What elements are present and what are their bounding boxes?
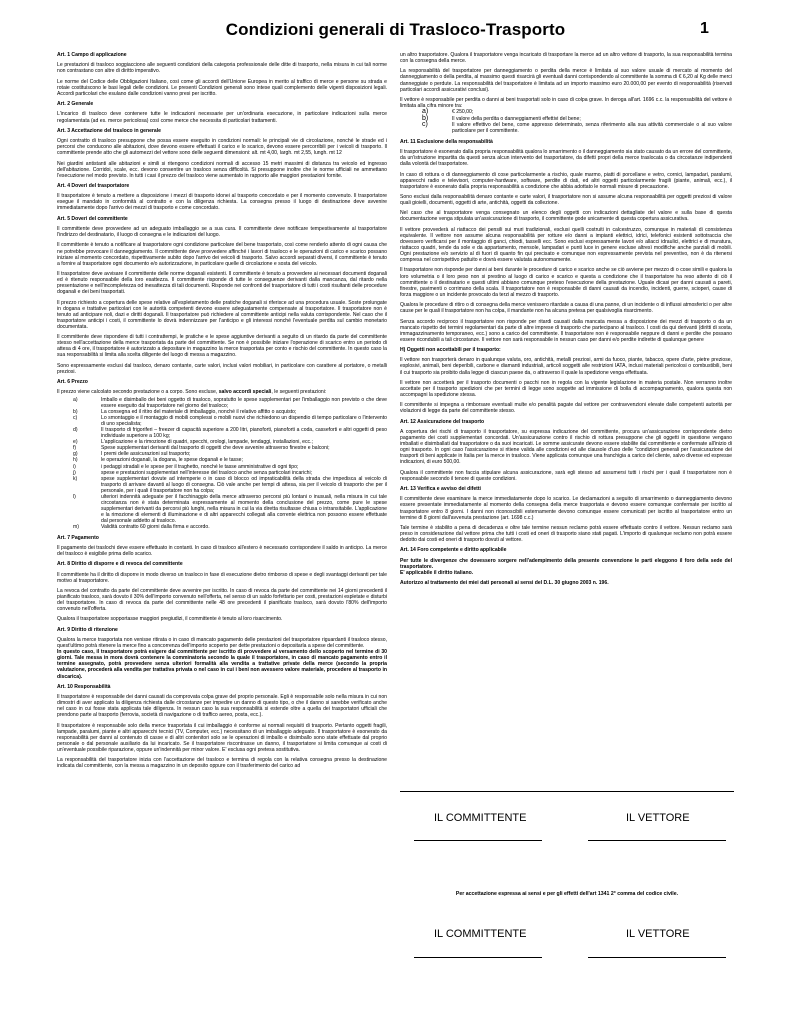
article-1-paragraph: Le norme del Codice delle Obbligazioni Italiano, così come gli accordi dell'Unione Europea in merito al traffico di merce e persone su strada e rotaie costituiscono le basi legali delle condizioni. Le presenti Condizioni generali sono intese quali complemento delle vigenti disposizioni legali. Accordi particolari che esulano dalle condizioni vanno presi per iscritto. (57, 78, 387, 97)
list-item-text: I premi delle assicurazioni sul trasporto; (101, 451, 191, 458)
left-column (57, 52, 387, 774)
article-7-title: Art. 7 Pagamento (57, 534, 99, 541)
list-item-marker: k) (73, 475, 78, 482)
vettore-signature-label-2: IL VETTORE (626, 928, 690, 940)
article-6-intro (57, 389, 387, 395)
article-5-paragraph: Sono espressamente esclusi dal trasloco, denaro contante, carte valori, inclusi valori mobiliari, in particolare con carattere al portatore, o metalli preziosi. (57, 362, 387, 375)
article-12-title: Art. 12 Assicurazione del trasporto (400, 418, 485, 425)
list-item-marker: c) (422, 120, 428, 128)
article-13-title: Art. 13 Verifica e avviso dei difetti (400, 486, 481, 493)
article-4-paragraph: Il trasportatore è tenuto a mettere a disposizione i mezzi di trasporto idonei al trasporto concordato e per il momento convenuto. Il trasportatore esegue il mandato in conformità al contratto e con la diligenza richiesta. La consegna presso il luogo di destinazione deve avvenire immediatamente dopo l'arrivo dei mezzi di trasporto e come concordato. (57, 193, 387, 212)
list-item-marker: a) (73, 396, 78, 403)
article-10-paragraph: Il trasportatore è responsabile solo della merce trasportata il cui imballaggio è conforme ai normali requisiti di trasporto. Pertanto oggetti fragili, lampade, paralumi, piante e altri apparecchi tecnici (TV, Computer, ecc.) necessitano di un imballaggio adeguato. Il trasportatore è esonerato da responsabilità per danni al contenuto di casse e di altri contenitori solo se le operazioni di imballo e disimballo sono state effettuate dal proprio personale o dal personale ausiliario da lui incaricato. Se il trasportatore riscontrasse un danno, il trasportatore si limita comunque ai costi di un'eventuale possibile riparazione, oppure un'indennità per minor valore. E' esclusa ogni pretesa sostitutiva. (57, 722, 387, 754)
list-item (400, 122, 732, 135)
list-item-marker: d) (73, 426, 78, 433)
list-item-text: Validità contratto 60 giorni dalla firma e accordo. (101, 524, 210, 531)
article-10-title: Art. 10 Responsabilità (57, 683, 111, 690)
title-row (0, 20, 791, 44)
page-number: 1 (700, 20, 709, 37)
article-4-title: Art. 4 Doveri del trasportatore (57, 183, 130, 189)
article-3-paragraph: Ogni contratto di trasloco presuppone che possa essere eseguito in condizioni normali: le principali vie di circolazione, nonché le strade ed i percorsi che conducono alle abitazioni, dove devono essere effettuati il carico e lo scarico, devono essere percorribili per i veicoli di trasporto. Il committente prende atto che gli automezzi del vettore sono delle seguenti dimensioni: alt. mt 4,00, largh. mt 2,55, lungh. mt 12 (57, 138, 387, 157)
list-item-marker: c) (73, 414, 78, 421)
article-5-title: Art. 5 Doveri del committente (57, 215, 128, 222)
list-item-marker: f) (73, 445, 77, 452)
list-item-text: spese e prestazioni supplementari nell'interesse del trasloco anche senza particolari incarichi; (101, 469, 313, 476)
article-6-title: Art. 6 Prezzo (57, 379, 88, 386)
article-14-paragraph: Per tutte le divergenze che dovessero sorgere nell'adempimento della presente convenzione le parti eleggono il foro della sede del trasportatore. (400, 557, 732, 570)
article-5-paragraph: Il committente deve provvedere ad un adeguato imballaggio se a sua cura. Il committente deve notificare tempestivamente al trasportatore l'indirizzo del destinatario, il luogo di consegna e le indicazioni del luogo. (57, 226, 387, 239)
list-item-text: ulteriori indennità adeguate per il facchinaggio della merce attraverso percorsi più lontani o inusuali, nella misura in cui tale circostanza non è stata determinata espressamente al momento della conclusione del prezzo, come pure le spese supplementari derivanti da percorsi più lunghi, nella misura in cui la via diretta risultasse chiusa o intransitabile. L'applicazione e la rimozione di elementi di illuminazione e di altri apparecchi collegati alla corrente elettrica non possono essere effettuate dal personale addetto al trasloco. (101, 494, 387, 525)
article-6-intro-text: , le seguenti prestazioni: (271, 389, 327, 396)
vettore-signature-line[interactable] (588, 840, 726, 841)
committente-signature-line-2[interactable] (414, 957, 542, 958)
article-8-paragraph: Il committente ha il diritto di disporre in modo diverso un trasloco in fase di esecuzione dietro rimborso di spese e degli svantaggi derivanti per tale motivo al trasportatore. (57, 571, 387, 584)
list-item-marker: e) (73, 439, 78, 446)
list-item-text: le operazioni doganali, la dogana, le spese doganali e le tasse; (101, 457, 243, 464)
article-9-title: Art. 9 Diritto di ritenzione (57, 626, 118, 633)
list-item-text: La consegna ed il ritiro del materiale di imballaggio, nonché il relativo affitto o acquisto; (101, 408, 297, 415)
right-column (400, 52, 732, 590)
article-6-list (57, 397, 387, 531)
article-2-paragraph: L'incarico di trasloco deve contenere tutte le indicazioni necessarie per un'ordinaria esecuzione, in particolare indicazioni sulla merce regolamentata (ad es. merce pericolosa) così come merce che necessita di particolari trattamenti. (57, 111, 387, 124)
article-9-bold-paragraph: In questo caso, il trasportatore potrà esigere dal committente per iscritto di provvedere al versamento dello scoperto nel termine di 30 giorni. Tale messa in mora dovrà contenere la comminatoria secondo la quale il trasportatore, in caso di mancato pagamento entro il termine assegnato, potrà provvedere senza ulteriori formalità alla vendita a trattative private della merce (secondo la propria valutazione, procederà alla vendita per trattativa privata o nel caso in cui i beni non avessero valore materiale, procedere al trasporto in discarica). (57, 649, 387, 680)
article-12-paragraph: A copertura dei rischi di trasporto il trasportatore, su espressa indicazione del committente, procura un'assicurazione corrispondente dietro pagamento dei costi supplementari concordati. Un'assicurazione contro il rischio di rottura presuppone che gli oggetti in questione vengano imballati e disimballati dal trasportatore o da suoi incaricati. Le somme assicurate devono essere stabilite dal committente e confermate all'inizio di ogni trasporto. In ogni caso l'assicurazione si ritiene valida alle condizioni ed alle clausole d'uso delle "condizioni generali per l'assicurazione dei trasporti di beni applicate in Italia per la merce in trasloco. Viene applicata comunque una franchigia a carico del cliente, salvo diverse ed espresse indicazioni, di euro 500,00. (400, 428, 732, 466)
article-9-paragraph: Qualora la merce trasportata non venisse ritirata o in caso di mancato pagamento delle prestazioni del trasportatore riguardanti il trasloco stesso, quest'ultimo potrà ritenere la merce fino a concorrenza dell'importo scoperto per dette prestazioni o depositarla a spese del committente. (57, 637, 387, 650)
acceptance-clause: Per accettazione espressa ai sensi e per gli effetti dell'art 1341 2° comma del codice civile. (455, 891, 679, 897)
article-11-paragraph: In caso di rottura o di danneggiamento di cose particolarmente a rischio, quale marmo, piatti di porcellane e vetro, cornici, lampadari, paralumi, apparecchi radio e televisori, computer-hardware, software, perdite di dati, ed altri oggetti particolarmente fragili (piante, animali, ecc.), il trasportatore è esonerato dalla propria responsabilità a condizione che abbia adottato le normali misure di precauzione. (400, 171, 732, 190)
liability-paragraph: La responsabilità del trasportatore per danneggiamento o perdita della merce è limitata al suo valore usuale di mercato al momento del danneggiamento o della perdita, al massimo questi risarcirà gli eventuali danni corrispondendo al committente la somma di € 6,20 al Kg delle merci danneggiate o perdute. La responsabilità del trasportatore è limitata ad un importo massimo euro 20.000,00 per evento di responsabilità (riservati particolari accordi assicurativi conclusi). (400, 68, 732, 93)
article-11-paragraph: Qualora le procedure di ritiro o di consegna della merce venissero ritardate a causa di una panne, di un incidente o di influssi atmosferici o per altre cause per le quali il trasportatore non ha colpa, il mandante non ha alcuna pretesa per qualsivoglia risarcimento. (400, 302, 732, 315)
list-item-text: Imballo e disimballo dei beni oggetto di trasloco, sopratutto le spese supplementari per l'imballaggio non previsto o che deve essere eseguito dal trasportatore nel giorno del trasloco; (101, 396, 387, 409)
section-h-title: H) Oggetti non accettabili per il trasporto: (400, 347, 501, 354)
article-1-title: Art. 1 Campo di applicazione (57, 52, 127, 58)
article-10-paragraph: Il trasportatore è responsabile dei danni causati da comprovata colpa grave del proprio personale. Egli è responsabile solo nella misura in cui non dimostri di aver applicato la diligenza richiesta dalle circostanze per impedire un danno di questo tipo, o che il danno si sarebbe verificato anche nel caso in cui fosse stata applicata tale diligenza. In nessun caso la sua responsabilità si estende oltre a quella dei trasportatori ufficiali che prendono parte al trasporto (ferrovia, società di navigazione o di traffico aereo, posta, ecc.). (57, 694, 387, 719)
section-h-paragraph: Il vettore non accetterà per il trasporto documenti o pacchi non in regola con la vigente legislazione in materia postale. Non verranno inoltre accettate per il trasporto spedizioni che per termini di legge sono soggette ad immissione di bolla di accompagnamento, qualora questa non accompagni la spedizione stessa. (400, 379, 732, 398)
list-item-marker: h) (73, 457, 78, 464)
article-11-paragraph: Il vettore provvederà al riattacco dei pensili sui muri tradizionali, esclusi quelli costruiti in calcestruzzo, comunque in materiali di consistenza equivalente. Il vettore non assume alcuna responsabilità per rotture e/o danni a impianti elettrici, idrici, telefonici esistenti sottotraccia che dovessero verificarsi per il montaggio di ganci, chiodi, tasselli ecc. Sono esclusi espressamente lavori e/o allacci idraulici, elettrici e di muratura, riattacco quadri, tende da sole e da appartamento, mensole, lampadari e punti luce in genere escluse altresì modifiche anche parziali di mobili. Ogni prestazione e/o servizio al di fuori di quanto fin qui precisato e comunque non espressamente prevista nel preventivo, non è da ritenersi compresa nel corrispettivo pattuito e dovrà essere valutata autonomamente. (400, 226, 732, 264)
article-5-paragraph: Il trasportatore deve avvisare il committente delle norme doganali esistenti. Il committente è tenuto a provvedere ai necessari documenti doganali ed è ritenuto responsabile della loro esattezza. Il committente risponde di tutte le conseguenze derivanti dalla mancanza, dal ritardo nella presentazione e nell'incompletezza od inesattezza di tali documenti. Risponde nei confronti del trasportatore di tutti i costi risultanti delle procedure doganali e dei beni trasportati. (57, 270, 387, 296)
article-10-continued: un altro trasportatore. Qualora il trasportatore venga incaricato di trasportare la merce ad un altro vettore di trasporto, la sua responsabilità termina con la consegna della merce. (400, 52, 732, 65)
committente-signature-label-2: IL COMMITTENTE (434, 928, 527, 940)
article-2-title: Art. 2 Generale (57, 101, 94, 108)
article-3-title: Art. 3 Accettazione del trasloco in generale (57, 127, 161, 134)
list-item (57, 494, 387, 524)
article-11-paragraph: Senza accordo reciproco il trasportatore non risponde per ritardi causati dalla mancata messa a disposizione dei mezzi di trasporto o da un mancato rispetto dei termini regolamentari da parte di altre imprese di trasporto che partecipano al trasloco. I costi da qui derivanti (diritti di sosta, immagazzinamento temporaneo, ecc.) sono a carico del committente. Il trasportatore non è responsabile neppure di danni e perdite che possano essere ricondubili a tali circostanze. Il vettore non sarà responsabile in nessun caso per danni e/o perdite indirette di qualunque genere (400, 318, 732, 343)
article-8-paragraph: Qualora il trasportatore sopportasse maggiori pregiudizi, il committente è tenuto al loro risarcimento. (57, 616, 283, 623)
list-item-marker: m) (73, 524, 79, 531)
list-item-marker: a) (422, 108, 429, 116)
vettore-signature-label: IL VETTORE (626, 812, 690, 824)
article-7-paragraph: Il pagamento dei traslochi deve essere effettuato in contanti. In caso di trasloco all'estero è necessario corrispondere il saldo in anticipo. La merce del trasloco è esigibile prima dello scarico. (57, 544, 387, 557)
article-12-paragraph: Qualora il committente non faccia stipulare alcuna assicurazione, sarà egli stesso ad assumersi tutti i rischi per i quali il trasportatore non è responsabile secondo il tenore di queste condizioni. (400, 469, 732, 482)
article-13-paragraph: Il committente deve esaminare la merce immediatamente dopo lo scarico. Le declamazioni a seguito di smarrimento o danneggiamento devono essere presentate immediatamente al momento della consegna della merce trasportata e devono essere comunque confermate per iscritto al trasportatore entro 8 giorni. I danni non riconoscibili esternamente devono comunque essere comunicati per iscritto al trasportatore entro un termine di 8 giorni dall'avvenuta prestazione (art. 1698 c.c.) (400, 496, 732, 521)
list-item-marker: g) (73, 451, 78, 458)
article-3-paragraph: Nei giardini antistanti alle abitazioni e simili si ritengono condizioni normali di accesso 15 metri massimi di distanza tra veicolo ed ingresso dell'abitazione. Corridoi, scale, ecc. devono consentire un trasloco senza difficoltà. Si presuppone inoltre che le norme ufficiali ne ammettano l'esecuzione nel modo previsto. In tutti i casi il prezzo del trasloco viene aumentato in rapporto alle maggiori prestazioni fornite. (57, 160, 387, 179)
list-item (57, 427, 387, 439)
list-item-marker: b) (422, 114, 429, 122)
article-14-title: Art. 14 Foro competente e diritto applicabile (400, 547, 507, 554)
article-13-paragraph: Tale termine è stabilito a pena di decadenza e oltre tale termine nessun reclamo potrà essere effettuato contro il vettore. Nessun reclamo sarà preso in considerazione dal vettore prima che tutti i costi ed oneri di trasporto siano stati pagati. L'importo di qualunque reclamo non potrà essere dedotto dai costi ed oneri di trasporto dovuti al vettore. (400, 524, 732, 544)
article-8-title: Art. 8 Diritto di disporre e di revoca del committente (57, 561, 183, 568)
article-11-paragraph: Il trasportatore non risponde per danni ai beni durante le procedure di carico e scarico anche se ciò avviene per mezzo di o cose simili e qualora la loro volumetria o il loro peso non si prestino al luogo di carico e scarico e questa a condizione che il trasportatore ha reso attento di ciò il committente o il destinatario e questi ultimi abbiano comunque preteso l'esecuzione della prestazione. Uguale dicasi per danni causati a pareti, finestre, pavimenti o corrimano della scala. Il trasportatore non è responsabile di danni causati da incendio, incidenti, guerre, scioperi, cause di forza maggiore o un incidente provocato da terzi al mezzo di trasporto. (400, 267, 732, 298)
list-item (57, 476, 387, 494)
vettore-signature-line-2[interactable] (588, 957, 726, 958)
liability-limit-list (400, 109, 732, 135)
section-h-paragraph: Il committente si impegna a rimborsare eventuali multe e/o penalità pagate dal vettore per contravvenzioni elevate dalle competenti autorità per violazioni di legge da parte del committente stesso. (400, 402, 732, 415)
list-item (57, 415, 387, 427)
list-item-text: Lo smontaggio e il montaggio di mobili complessi o mobili nuovi che richiedono un dispendio di tempo particolare o l'intervento di uno specialista; (101, 414, 387, 427)
committente-signature-label: IL COMMITTENTE (434, 812, 527, 824)
article-14-paragraph: E' applicabile il diritto italiano. (400, 569, 474, 576)
article-5-paragraph: Il committente è tenuto a notificare al trasportatore ogni condizione particolare del bene trasportato, così come renderlo attento di ogni causa che ne potrebbe provocare il danneggiamento. Il committente deve provvedere affinché i lavori di trasloco e le operazioni di carico e scarico possano iniziare al momento concordato, rispettivamente subito dopo l'arrivo dei veicoli di trasporto. Salvo accordi separati diversi, il committente è tenuto a fornire al trasportatore ogni documento e/o autorizzazione, in particolare quelle di circolazione e sosta del veicolo. (57, 242, 387, 267)
list-item-text: Il trasporto di frigoriferi – freezer di capacità superiore a 200 litri, pianoforti, pianoforti a coda, casseforti e altri oggetti di peso individuale superiore a 100 kg; (101, 426, 387, 440)
article-11-title: Art. 11 Esclusione della responsabilità (400, 138, 493, 145)
article-6-intro-text: Il prezzo viene calcolato secondo prestazione o a corpo. Sono escluse, (57, 389, 219, 396)
list-item-text: Spese supplementari derivanti dal trasporto di oggetti che deve avvenire attraverso finestre e balconi; (101, 445, 330, 452)
article-11-paragraph: Il trasportatore è esonerato dalla propria responsabilità qualora lo smarrimento o il danneggiamento sia stato causato da un errore del committente, da un'istruzione impartita da questi senza alcun intervento del trasportatore, da difetti propri della merce traslocata o da circostanze indipendenti dalla volontà del trasportatore. (400, 149, 732, 168)
list-item-marker: i) (73, 463, 76, 470)
article-10-paragraph: La responsabilità del trasportatore inizia con l'accettazione del trasloco e termina di regola con la relativa consegna presso la destinazione indicata dal committente, con la messa a magazzino in un deposito oppure con il trasferimento del carico ad (57, 757, 387, 770)
list-item-text: spese supplementari dovute ad intemperie o in caso di blocco od impraticabilità della strada che impedisca al veicolo di trasporto di arrivare davanti al luogo di consegna. Ciò vale anche per tempi di attesa, sia per il veicolo di trasporto che per il personale, per i quali il trasportatore non ha colpa; (101, 475, 387, 494)
list-item-marker: b) (73, 408, 78, 415)
separator-rule (400, 791, 734, 792)
document-title: Condizioni generali di Trasloco-Trasporto (225, 20, 566, 39)
article-5-paragraph: Il prezzo richiesto a copertura delle spese relative all'espletamento delle pratiche doganali si riferisce ad una procedura usuale. Soste prolungate in dogana e trattative particolari con le autorità competenti devono essere adeguatamente compensate al trasportatore. Il trasportatore non è tenuto ad anticipare noli, dazi e diritti doganali. Il trasportatore può richiedere al committente anticipi nella valuta corrispondente. Nel caso che il trasportatore anticipi i costi, il committente lo dovrà indennizzare per l'anticipo e gli interessi nonché l'eventuale perdita sul cambio monetario documentata. (57, 299, 387, 330)
list-item (57, 397, 387, 409)
article-11-paragraph: Nel caso che al trasportatore venga consegnato un elenco degli oggetti con indicazioni dettagliate del valore e sulla base di questa documentazione venga stipulata un'assicurazione di trasporto, il committente gode unicamente di questa copertura assicurativa. (400, 210, 732, 223)
committente-signature-line[interactable] (414, 840, 542, 841)
list-item-text: € 250,00; (452, 109, 474, 116)
article-5-paragraph: Il committente deve rispondere di tutti i contrattempi, le pratiche e le spese aggiuntive derivanti a seguito di un ritardo da parte del committente stesso nell'accettazione della merce trasportata da parte del committente. Se non è possibile iniziare l'operazione di scarico entro un periodo di attesa di 4 ore, il trasportatore è autorizzato a depositare in magazzino la merce trasportata per conto e rischio del committente. In questo caso la sua responsabilità si limita alla scelta diligente del luogo di messa a magazzino. (57, 334, 387, 359)
article-11-paragraph: Sono esclusi dalla responsabilità denaro contante e carte valori, il trasportatore non si assume alcuna responsabilità per oggetti preziosi di valore quali gioielli, documenti, oggetti di arte, antichità, oggetti da collezione. (400, 193, 732, 207)
list-item-text: Il valore effettivo del bene, come appresso determinato, senza riferimento alla sua attività commerciale o al suo valore particolare per il committente. (452, 121, 732, 135)
list-item-text: Il valore della perdita o danneggiamenti effettivi del bene; (452, 115, 581, 122)
article-6-intro-bold: salvo accordi speciali (218, 389, 272, 396)
list-item-marker: l) (73, 494, 76, 500)
list-item (57, 524, 387, 530)
liability-paragraph: Il vettore è responsabile per perdita o danni ai beni trasportati solo in caso di colpa grave. In deroga all'art. 1696 c.c. la responsabilità del vettore è limitata alla cifra minore tra: (400, 96, 732, 110)
article-1-paragraph: Le prestazioni di trasloco soggiacciono alle seguenti condizioni della categoria professionale delle ditte di trasporto, nella misura in cui tali norme non contrastano con altre di diritto imperativo. (57, 62, 387, 75)
article-8-paragraph: La revoca del contratto da parte del committente deve avvenire per iscritto. In caso di revoca da parte del committente nei 14 giorni precedenti il pianificato trasloco, sarà dovuto il 30% dell'importo convenuto nell'offerta, nel senso di un saldo forfettario per costi, prestazioni espletate e disturbi del trasportatore. In caso di revoca da parte del committente nelle 48 ore precedenti il pianificato trasloco, sarà dovuto l'80% dell'importo convenuto nell'offerta. (57, 587, 387, 613)
list-item-text: L'applicazione e la rimozione di quadri, specchi, orologi, lampade, tendaggi, installazioni, ecc.; (101, 439, 313, 446)
section-h-paragraph: Il vettore non trasporterà denaro in qualunque valuta, oro, antichità, metalli preziosi, armi da fuoco, piante, tabacco, opere d'arte, pietre preziose, esplosivi, animali, beni deperibili, carbone e diamanti industriali, articoli soggetti alle restrizioni IATA, inclusi materiali pericolosi o combustibili, beni il cui trasporto sia proibito dalla legge di ciascun paese da, o attraverso il quale la spedizione venga effettuata. (400, 357, 732, 376)
list-item-marker: j) (73, 469, 76, 476)
privacy-consent: Autorizzo al trattamento dei miei dati personali ai sensi del D.L. 30 giugno 2003 n. 196. (400, 580, 609, 587)
list-item-text: i pedaggi stradali e le spese per il traghetto, nonché le tasse amministrative di ogni tipo; (101, 463, 299, 470)
